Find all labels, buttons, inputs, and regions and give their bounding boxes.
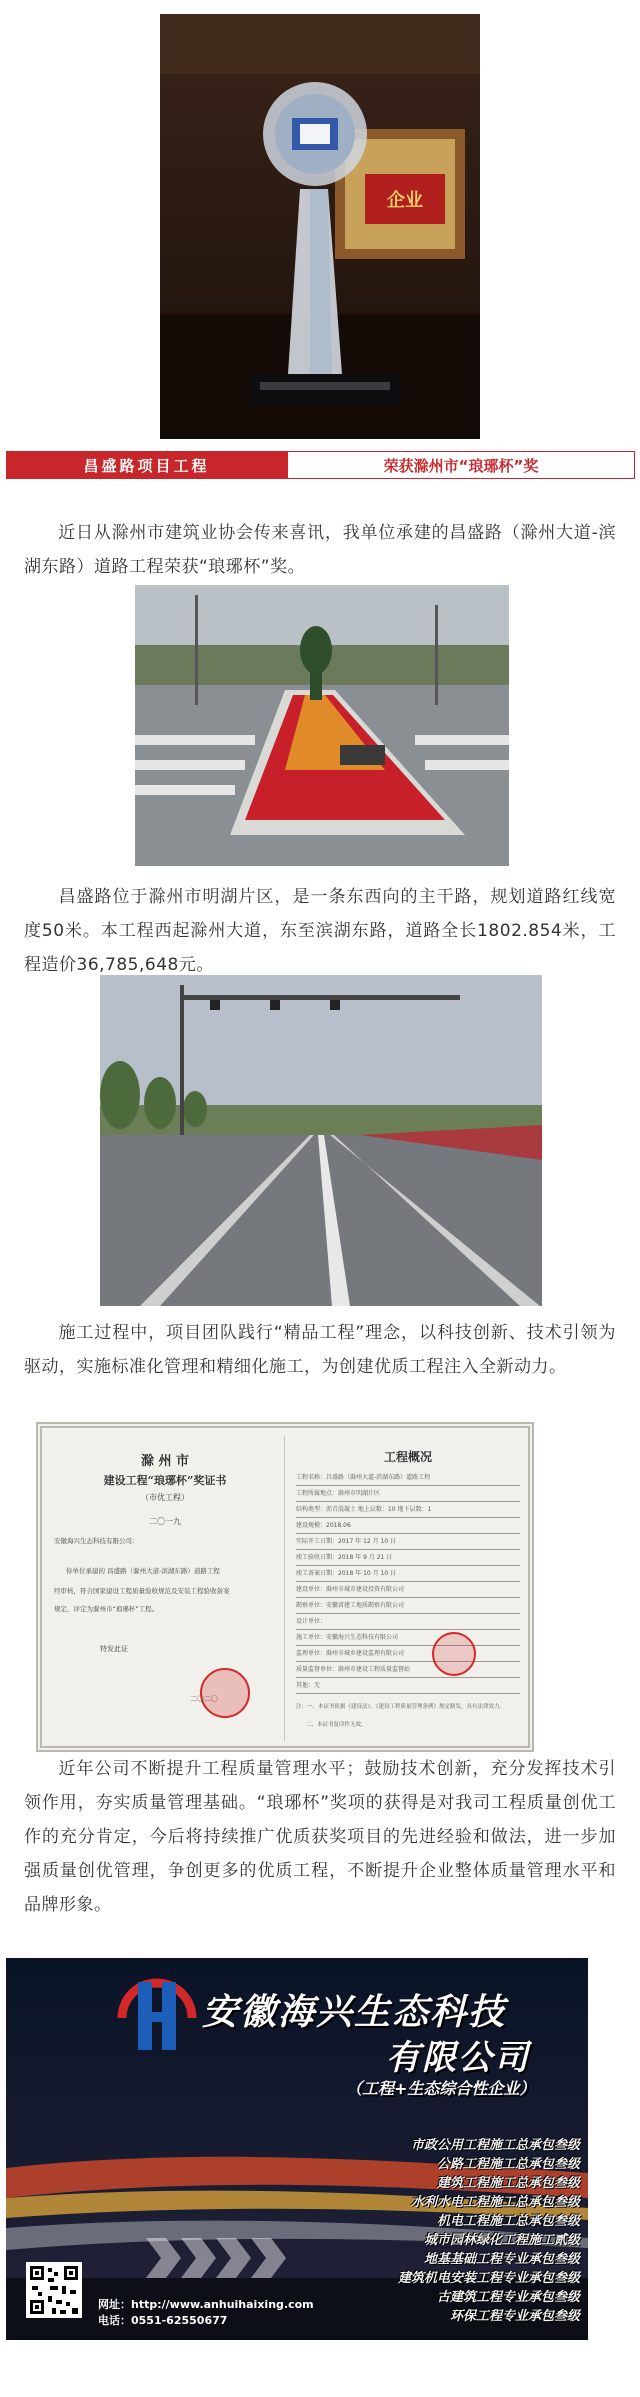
certificate-line2: 经审核，符合国家建设工程质量验收规范及安装工程验收备案 — [54, 1587, 230, 1595]
certificate-special: 特发此证 — [100, 1645, 128, 1653]
qualification-item: 环保工程专业承包叁级 — [449, 2309, 580, 2324]
certificate-title: 建设工程“琅琊杯”奖证书 — [103, 1474, 227, 1487]
certificate-line3: 规定，评定为滁州市“琅琊杯”工程。 — [54, 1605, 159, 1613]
overview-row: 竣工备案日期：2018 年 10 月 10 日 — [296, 1568, 520, 1582]
paragraph-quality-text: 近年公司不断提升工程质量管理水平；鼓励技术创新，充分发挥技术引领作用，夯实质量管理基础。“琅琊杯”奖项的获得是对我司工程质量创优工作的充分肯定，今后将持续推广优质获奖项目的先进经验和做法，进一步加强质量创优管理，争创更多的优质工程，不断提升企业整体质量管理水平和品牌形象。 — [24, 1759, 616, 1915]
certificate-divider — [284, 1436, 285, 1741]
certificate-stamp — [200, 1668, 250, 1718]
overview-row: 设计单位： — [296, 1616, 520, 1630]
company-ad — [6, 1958, 588, 2340]
plaque-text: 企业 — [387, 190, 423, 211]
paragraph-location — [24, 880, 616, 982]
overview-stamp — [432, 1632, 476, 1676]
certificate-subtitle: （市优工程） — [141, 1493, 189, 1502]
paragraph-intro-text: 近日从滁州市建筑业协会传来喜讯，我单位承建的昌盛路（滁州大道-滨湖东路）道路工程荣获“琅琊杯”奖。 — [24, 523, 616, 577]
certificate-company: 安徽海兴生态科技有限公司： — [54, 1537, 139, 1545]
qualification-item: 机电工程施工总承包叁级 — [436, 2214, 580, 2229]
overview-row: 监理单位：滁州市城乡建设监理有限公司 — [296, 1648, 520, 1662]
overview-row: 工程所属地点：滁州市明湖片区 — [296, 1488, 520, 1502]
certificate-overview-title: 工程概况 — [383, 1450, 432, 1464]
paragraph-quality — [24, 1752, 616, 1922]
overview-row: 勘察单位：安徽省建工地质勘察有限公司 — [296, 1600, 520, 1614]
overview-row: 竣工验收日期：2018 年 9 月 21 日 — [296, 1552, 520, 1566]
trophy-illustration — [160, 14, 480, 439]
company-logo-icon — [116, 1976, 198, 2056]
ad-website: 网址：http://www.anhuihaixing.com — [98, 2298, 314, 2311]
overview-row: 质量监督单位：滁州市建设工程质量监督站 — [296, 1664, 520, 1678]
paragraph-construction-text: 施工过程中，项目团队践行“精品工程”理念，以科技创新、技术引领为驱动，实施标准化管理和精细化施工，为创建优质工程注入全新动力。 — [24, 1323, 616, 1377]
overview-row: 建设规模：2018.06 — [296, 1520, 520, 1534]
overview-row: 建设单位：滁州市城市建设投资有限公司 — [296, 1584, 520, 1598]
qr-code-icon — [26, 2262, 82, 2318]
overview-row: 实际开工日期：2017 年 12 月 10 日 — [296, 1536, 520, 1550]
ad-phone: 电话：0551-62550677 — [98, 2314, 228, 2327]
certificate-left-page — [50, 1436, 280, 1741]
certificate-line1: 你单位承建的 昌盛路（滁州大道-滨湖东路）道路工程 — [66, 1567, 220, 1575]
certificate-city: 滁 州 市 — [140, 1454, 190, 1469]
ad-tagline: （工程+生态综合性企业） — [346, 2079, 536, 2098]
qualification-item: 古建筑工程专业承包叁级 — [436, 2290, 580, 2305]
overview-row: 工程名称：昌盛路（滁州大道-滨湖东路）道路工程 — [296, 1472, 520, 1486]
paragraph-intro — [24, 516, 616, 584]
paragraph-location-text: 昌盛路位于滁州市明湖片区，是一条东西向的主干路，规划道路红线宽度50米。本工程西起滁州大道，东至滨湖东路，道路全长1802.854米，工程造价36,785,648元。 — [24, 887, 616, 975]
ad-company-name-line2: 有限公司 — [386, 2038, 530, 2078]
overview-note: 注：一、本证书依据《建设法》、《建设工程质量管理条例》规定制发，具有法律效力。 — [296, 1704, 506, 1710]
qualification-item: 地基基础工程专业承包叁级 — [423, 2252, 580, 2267]
overview-row: 其他：无 — [296, 1680, 520, 1694]
certificate-year: 二〇一九 — [149, 1517, 181, 1526]
qualification-item: 建筑机电安装工程专业承包叁级 — [397, 2271, 580, 2286]
banner-project-label: 昌盛路项目工程 — [6, 451, 287, 479]
ad-company-name-line1: 安徽海兴生态科技 — [202, 1992, 507, 2033]
qualification-item: 建筑工程施工总承包叁级 — [436, 2176, 580, 2191]
qualification-item: 水利水电工程施工总承包叁级 — [410, 2195, 580, 2210]
certificate-date: 二〇二〇 — [190, 1695, 218, 1703]
banner-award-label: 荣获滁州市“琅琊杯”奖 — [287, 451, 635, 479]
trophy-photo — [160, 14, 480, 439]
certificate-right-page — [292, 1436, 524, 1741]
award-certificate — [36, 1422, 534, 1752]
road-straight-photo — [100, 975, 542, 1306]
overview-note: 二、本证书复印件无效。 — [306, 1722, 367, 1728]
qualification-item: 城市园林绿化工程施工贰级 — [423, 2233, 580, 2248]
qualification-item: 市政公用工程施工总承包叁级 — [410, 2138, 580, 2153]
overview-row: 结构类型：沥青混凝土 地上层数：10 地下层数：1 — [296, 1504, 520, 1518]
qualification-item: 公路工程施工总承包叁级 — [436, 2157, 580, 2172]
overview-row: 施工单位：安徽海兴生态科技有限公司 — [296, 1632, 520, 1646]
paragraph-construction — [24, 1316, 616, 1384]
road-median-photo — [135, 585, 509, 866]
